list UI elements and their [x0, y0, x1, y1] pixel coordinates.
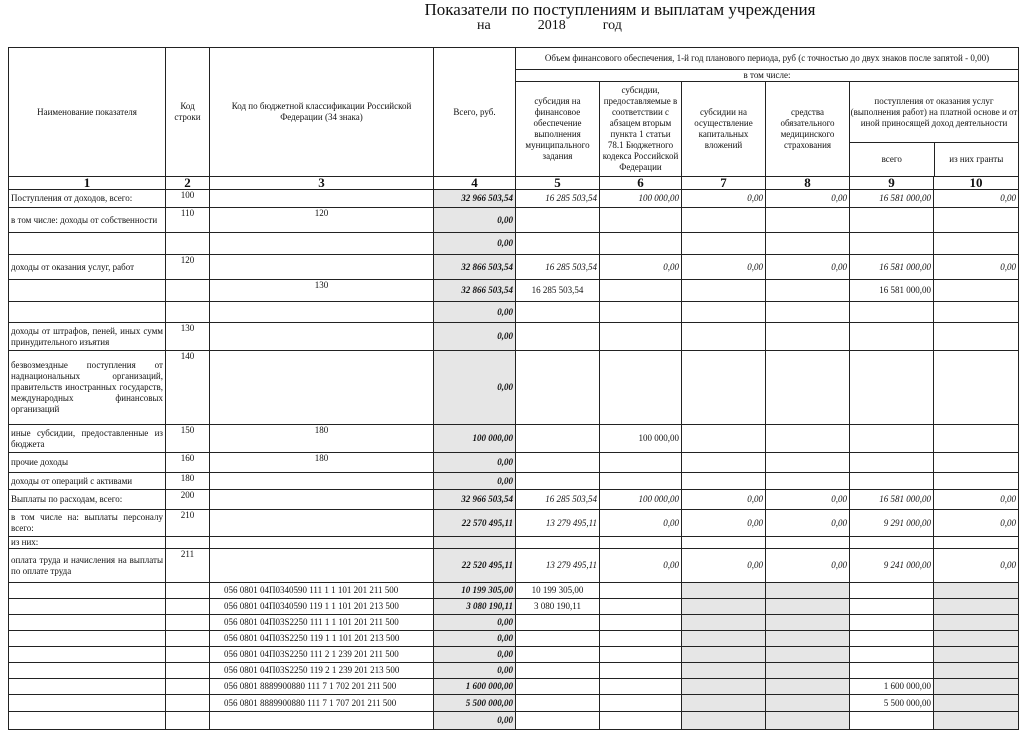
cell-c9 — [850, 537, 934, 549]
cell-total: 0,00 — [434, 351, 516, 425]
cell-name: прочие доходы — [9, 453, 166, 473]
cell-c5: 16 285 503,54 — [516, 280, 600, 302]
cell-total: 0,00 — [434, 473, 516, 490]
cell-c7: 0,00 — [682, 190, 766, 208]
cell-code — [166, 233, 210, 255]
table-row — [9, 679, 1019, 695]
cell-kbk — [210, 537, 434, 549]
cell-c8 — [766, 631, 850, 647]
cell-c6 — [600, 233, 682, 255]
cell-total: 22 570 495,11 — [434, 510, 516, 537]
cell-total: 0,00 — [434, 323, 516, 351]
cell-c9: 1 600 000,00 — [850, 679, 934, 695]
table-row — [9, 302, 1019, 323]
cell-c10 — [934, 425, 1019, 453]
cell-c9: 16 581 000,00 — [850, 490, 934, 510]
cell-c9 — [850, 323, 934, 351]
cell-c8 — [766, 679, 850, 695]
cell-name — [9, 583, 166, 599]
cell-name: оплата труда и начисления на выплаты по оплате труда — [9, 549, 166, 583]
cell-c10 — [934, 473, 1019, 490]
cell-c10 — [934, 323, 1019, 351]
cell-total: 0,00 — [434, 453, 516, 473]
cell-c9 — [850, 583, 934, 599]
col-header-name: Наименование показателя — [9, 48, 166, 177]
cell-kbk — [210, 302, 434, 323]
cell-kbk: 056 0801 04П03S2250 111 1 1 101 201 211 500 — [210, 615, 434, 631]
cell-code — [166, 302, 210, 323]
cell-c8 — [766, 425, 850, 453]
cell-c6 — [600, 302, 682, 323]
cell-code — [166, 583, 210, 599]
cell-c6 — [600, 323, 682, 351]
cell-total: 0,00 — [434, 208, 516, 233]
cell-c8 — [766, 280, 850, 302]
cell-c10 — [934, 583, 1019, 599]
cell-c6 — [600, 631, 682, 647]
cell-c10 — [934, 280, 1019, 302]
cell-total: 0,00 — [434, 615, 516, 631]
table-row — [9, 599, 1019, 615]
cell-c9 — [850, 473, 934, 490]
cell-c10 — [934, 537, 1019, 549]
cell-kbk: 180 — [210, 453, 434, 473]
table-row — [9, 233, 1019, 255]
cell-name — [9, 647, 166, 663]
col-header-kbk: Код по бюджетной классификации Российской Федерации (34 знака) — [210, 48, 434, 177]
cell-c5 — [516, 663, 600, 679]
cell-c7 — [682, 280, 766, 302]
cell-c10: 0,00 — [934, 255, 1019, 280]
col-header-including: в том числе: — [516, 70, 1019, 82]
cell-c6: 100 000,00 — [600, 425, 682, 453]
cell-c7 — [682, 351, 766, 425]
cell-c7: 0,00 — [682, 255, 766, 280]
cell-name: Выплаты по расходам, всего: — [9, 490, 166, 510]
cell-c6: 0,00 — [600, 510, 682, 537]
cell-total — [434, 537, 516, 549]
cell-total: 10 199 305,00 — [434, 583, 516, 599]
cell-code — [166, 712, 210, 730]
cell-c10: 0,00 — [934, 490, 1019, 510]
cell-name — [9, 631, 166, 647]
cell-code — [166, 599, 210, 615]
table-row — [9, 280, 1019, 302]
table-row — [9, 647, 1019, 663]
cell-c6 — [600, 712, 682, 730]
cell-c5: 16 285 503,54 — [516, 490, 600, 510]
table-row — [9, 631, 1019, 647]
cell-c7 — [682, 647, 766, 663]
cell-c5: 13 279 495,11 — [516, 510, 600, 537]
cell-kbk — [210, 712, 434, 730]
cell-c10 — [934, 695, 1019, 712]
cell-code: 120 — [166, 255, 210, 280]
cell-code: 100 — [166, 190, 210, 208]
cell-c7 — [682, 712, 766, 730]
table-row — [9, 695, 1019, 712]
cell-code — [166, 615, 210, 631]
cell-kbk — [210, 473, 434, 490]
cell-name — [9, 599, 166, 615]
cell-c6 — [600, 679, 682, 695]
cell-name — [9, 302, 166, 323]
cell-kbk: 056 0801 04П0340590 119 1 1 101 201 213 500 — [210, 599, 434, 615]
cell-c9 — [850, 663, 934, 679]
cell-c6 — [600, 647, 682, 663]
cell-code: 160 — [166, 453, 210, 473]
cell-c10: 0,00 — [934, 190, 1019, 208]
cell-c8: 0,00 — [766, 190, 850, 208]
cell-name — [9, 663, 166, 679]
cell-name — [9, 679, 166, 695]
cell-kbk: 056 0801 04П03S2250 119 1 1 101 201 213 500 — [210, 631, 434, 647]
cell-c6 — [600, 537, 682, 549]
cell-name: доходы от штрафов, пеней, иных сумм принудительного изъятия — [9, 323, 166, 351]
cell-c6: 100 000,00 — [600, 190, 682, 208]
cell-c7 — [682, 695, 766, 712]
cell-total: 32 966 503,54 — [434, 190, 516, 208]
page-subtitle — [477, 18, 622, 34]
cell-c8 — [766, 208, 850, 233]
cell-c10 — [934, 712, 1019, 730]
cell-kbk: 056 0801 8889900880 111 7 1 702 201 211 500 — [210, 679, 434, 695]
cell-c9: 5 500 000,00 — [850, 695, 934, 712]
subtitle-god: год — [602, 18, 622, 33]
cell-c7: 0,00 — [682, 490, 766, 510]
cell-name — [9, 280, 166, 302]
cell-c10 — [934, 302, 1019, 323]
cell-c6 — [600, 351, 682, 425]
cell-name: иные субсидии, предоставленные из бюджета — [9, 425, 166, 453]
column-number: 3 — [210, 177, 434, 190]
col-header-c910: поступления от оказания услуг (выполнения работ) на платной основе и от иной приносящей доход деятельности — [850, 82, 1018, 143]
cell-name: в том числе: доходы от собственности — [9, 208, 166, 233]
cell-c5: 10 199 305,00 — [516, 583, 600, 599]
cell-code — [166, 537, 210, 549]
cell-c7 — [682, 302, 766, 323]
cell-c8 — [766, 351, 850, 425]
table-row — [9, 712, 1019, 730]
cell-total: 0,00 — [434, 712, 516, 730]
cell-total: 100 000,00 — [434, 425, 516, 453]
cell-c10 — [934, 233, 1019, 255]
cell-c10 — [934, 631, 1019, 647]
cell-c8 — [766, 695, 850, 712]
cell-name — [9, 712, 166, 730]
cell-c7 — [682, 473, 766, 490]
cell-c5: 3 080 190,11 — [516, 599, 600, 615]
cell-c7 — [682, 615, 766, 631]
cell-name: в том числе на: выплаты персоналу всего: — [9, 510, 166, 537]
cell-c6: 0,00 — [600, 255, 682, 280]
table-row — [9, 537, 1019, 549]
table-row — [9, 583, 1019, 599]
cell-c5 — [516, 425, 600, 453]
cell-total: 0,00 — [434, 647, 516, 663]
cell-c9 — [850, 631, 934, 647]
col-header-c910-group — [850, 82, 1019, 177]
cell-c7 — [682, 663, 766, 679]
cell-c5 — [516, 302, 600, 323]
cell-code — [166, 631, 210, 647]
cell-c9: 9 291 000,00 — [850, 510, 934, 537]
cell-c5 — [516, 351, 600, 425]
col-header-total: Всего, руб. — [434, 48, 516, 177]
table-row — [9, 549, 1019, 583]
table-row — [9, 425, 1019, 453]
cell-c10 — [934, 615, 1019, 631]
cell-kbk: 056 0801 04П03S2250 111 2 1 239 201 211 500 — [210, 647, 434, 663]
cell-total: 32 966 503,54 — [434, 490, 516, 510]
cell-code: 200 — [166, 490, 210, 510]
column-number: 1 — [9, 177, 166, 190]
cell-kbk: 120 — [210, 208, 434, 233]
cell-code: 130 — [166, 323, 210, 351]
cell-kbk: 180 — [210, 425, 434, 453]
cell-code: 110 — [166, 208, 210, 233]
cell-c7 — [682, 323, 766, 351]
cell-c8 — [766, 712, 850, 730]
cell-kbk — [210, 255, 434, 280]
cell-c9: 16 581 000,00 — [850, 255, 934, 280]
cell-total: 1 600 000,00 — [434, 679, 516, 695]
cell-c6 — [600, 473, 682, 490]
cell-c9 — [850, 647, 934, 663]
cell-c8 — [766, 233, 850, 255]
column-number: 7 — [682, 177, 766, 190]
cell-name: из них: — [9, 537, 166, 549]
table-row — [9, 663, 1019, 679]
cell-name: доходы от оказания услуг, работ — [9, 255, 166, 280]
cell-c8 — [766, 663, 850, 679]
cell-c6 — [600, 599, 682, 615]
cell-c8 — [766, 599, 850, 615]
cell-c8 — [766, 583, 850, 599]
subtitle-year: 2018 — [537, 18, 566, 33]
cell-kbk: 056 0801 04П03S2250 119 2 1 239 201 213 500 — [210, 663, 434, 679]
cell-total: 0,00 — [434, 233, 516, 255]
cell-c8: 0,00 — [766, 549, 850, 583]
cell-c10: 0,00 — [934, 510, 1019, 537]
table-row — [9, 190, 1019, 208]
cell-total: 0,00 — [434, 302, 516, 323]
table-row — [9, 490, 1019, 510]
col-header-volume: Объем финансового обеспечения, 1-й год планового периода, руб (с точностью до двух знаков после запятой - 0,00) — [516, 48, 1019, 70]
cell-kbk — [210, 233, 434, 255]
cell-code: 180 — [166, 473, 210, 490]
col-header-c6: субсидии, предоставляемые в соответствии с абзацем вторым пункта 1 статьи 78.1 Бюджетного кодекса Российской Федерации — [600, 82, 682, 177]
cell-c5 — [516, 473, 600, 490]
col-header-c10: из них гранты — [949, 154, 1004, 164]
cell-total: 3 080 190,11 — [434, 599, 516, 615]
cell-c8: 0,00 — [766, 255, 850, 280]
cell-c9 — [850, 615, 934, 631]
cell-code: 150 — [166, 425, 210, 453]
cell-name — [9, 615, 166, 631]
cell-c10 — [934, 208, 1019, 233]
cell-c8: 0,00 — [766, 490, 850, 510]
table-row — [9, 615, 1019, 631]
cell-total: 5 500 000,00 — [434, 695, 516, 712]
cell-kbk: 056 0801 8889900880 111 7 1 707 201 211 500 — [210, 695, 434, 712]
cell-c10 — [934, 351, 1019, 425]
cell-code — [166, 663, 210, 679]
cell-c9 — [850, 425, 934, 453]
cell-c5 — [516, 208, 600, 233]
subtitle-na: на — [477, 18, 491, 33]
cell-c7 — [682, 599, 766, 615]
cell-total: 0,00 — [434, 631, 516, 647]
cell-c5 — [516, 453, 600, 473]
cell-c10 — [934, 679, 1019, 695]
cell-c6: 100 000,00 — [600, 490, 682, 510]
table-row — [9, 510, 1019, 537]
table-row — [9, 255, 1019, 280]
table-row — [9, 323, 1019, 351]
table-row — [9, 208, 1019, 233]
cell-code — [166, 695, 210, 712]
cell-c7 — [682, 679, 766, 695]
cell-kbk — [210, 351, 434, 425]
cell-c7 — [682, 233, 766, 255]
col-header-c9: всего — [850, 143, 935, 176]
cell-c7: 0,00 — [682, 549, 766, 583]
cell-c8 — [766, 615, 850, 631]
cell-c7: 0,00 — [682, 510, 766, 537]
cell-kbk — [210, 510, 434, 537]
cell-c10 — [934, 663, 1019, 679]
cell-code: 140 — [166, 351, 210, 425]
cell-c9: 9 241 000,00 — [850, 549, 934, 583]
cell-c10 — [934, 453, 1019, 473]
cell-c7 — [682, 425, 766, 453]
cell-code — [166, 679, 210, 695]
cell-code: 210 — [166, 510, 210, 537]
column-number: 6 — [600, 177, 682, 190]
cell-c5: 16 285 503,54 — [516, 255, 600, 280]
cell-c8 — [766, 473, 850, 490]
cell-c8: 0,00 — [766, 510, 850, 537]
cell-name: безвозмездные поступления от наднациональных организаций, правительств иностранных государств, международных финансовых организаций — [9, 351, 166, 425]
cell-c9 — [850, 712, 934, 730]
cell-name — [9, 695, 166, 712]
cell-c9 — [850, 302, 934, 323]
cell-total: 0,00 — [434, 663, 516, 679]
cell-kbk: 056 0801 04П0340590 111 1 1 101 201 211 500 — [210, 583, 434, 599]
cell-c5: 13 279 495,11 — [516, 549, 600, 583]
cell-name: доходы от операций с активами — [9, 473, 166, 490]
table-row — [9, 351, 1019, 425]
cell-c7 — [682, 631, 766, 647]
column-numbers-row — [9, 177, 1019, 190]
cell-kbk — [210, 549, 434, 583]
cell-total: 22 520 495,11 — [434, 549, 516, 583]
cell-code: 211 — [166, 549, 210, 583]
cell-c9 — [850, 453, 934, 473]
cell-c9 — [850, 233, 934, 255]
cell-c10: 0,00 — [934, 549, 1019, 583]
cell-c8 — [766, 647, 850, 663]
cell-c7 — [682, 453, 766, 473]
cell-c5 — [516, 233, 600, 255]
table-row — [9, 473, 1019, 490]
cell-c10 — [934, 647, 1019, 663]
cell-c8 — [766, 323, 850, 351]
cell-c5 — [516, 679, 600, 695]
column-number: 2 — [166, 177, 210, 190]
cell-c9: 16 581 000,00 — [850, 190, 934, 208]
cell-c6 — [600, 280, 682, 302]
cell-name — [9, 233, 166, 255]
cell-c5 — [516, 537, 600, 549]
col-header-c7: субсидии на осуществление капитальных вложений — [682, 82, 766, 177]
cell-total: 32 866 503,54 — [434, 280, 516, 302]
indicators-table — [8, 47, 1019, 730]
cell-c9: 16 581 000,00 — [850, 280, 934, 302]
cell-c5: 16 285 503,54 — [516, 190, 600, 208]
cell-c6: 0,00 — [600, 549, 682, 583]
cell-c8 — [766, 453, 850, 473]
cell-c5 — [516, 631, 600, 647]
cell-kbk — [210, 190, 434, 208]
cell-c7 — [682, 208, 766, 233]
cell-code — [166, 647, 210, 663]
table-row — [9, 453, 1019, 473]
cell-c6 — [600, 208, 682, 233]
cell-kbk: 130 — [210, 280, 434, 302]
cell-c5 — [516, 615, 600, 631]
cell-c6 — [600, 453, 682, 473]
cell-c8 — [766, 302, 850, 323]
cell-total: 32 866 503,54 — [434, 255, 516, 280]
col-header-c5: субсидия на финансовое обеспечение выполнения муниципального задания — [516, 82, 600, 177]
cell-code — [166, 280, 210, 302]
cell-name: Поступления от доходов, всего: — [9, 190, 166, 208]
cell-c9 — [850, 599, 934, 615]
cell-c7 — [682, 537, 766, 549]
cell-c5 — [516, 695, 600, 712]
cell-c6 — [600, 583, 682, 599]
column-number: 10 — [934, 177, 1019, 190]
column-number: 9 — [850, 177, 934, 190]
page-title: Показатели по поступлениям и выплатам учреждения — [424, 0, 816, 19]
cell-c5 — [516, 647, 600, 663]
cell-c6 — [600, 615, 682, 631]
cell-c5 — [516, 323, 600, 351]
cell-c6 — [600, 663, 682, 679]
cell-c9 — [850, 208, 934, 233]
cell-c9 — [850, 351, 934, 425]
cell-c6 — [600, 695, 682, 712]
cell-kbk — [210, 323, 434, 351]
cell-c8 — [766, 537, 850, 549]
column-number: 4 — [434, 177, 516, 190]
cell-c5 — [516, 712, 600, 730]
cell-c10 — [934, 599, 1019, 615]
col-header-code: Код строки — [166, 48, 210, 177]
col-header-c8: средства обязательного медицинского страхования — [766, 82, 850, 177]
cell-c7 — [682, 583, 766, 599]
column-number: 8 — [766, 177, 850, 190]
column-number: 5 — [516, 177, 600, 190]
cell-kbk — [210, 490, 434, 510]
